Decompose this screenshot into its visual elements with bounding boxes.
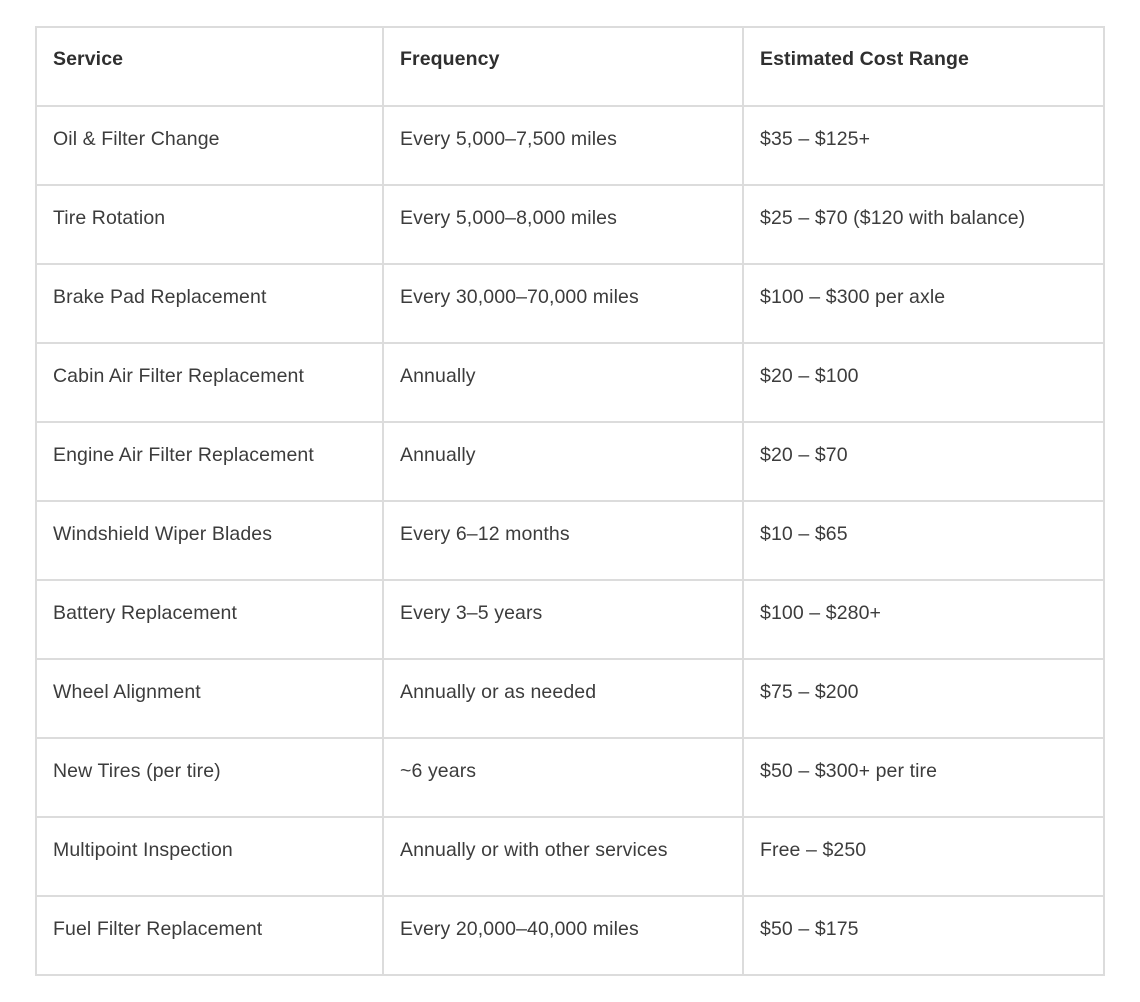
maintenance-cost-table-container [35, 26, 1103, 976]
header-estimated-cost-range: Estimated Cost Range [743, 27, 1104, 106]
cell-service: Tire Rotation [36, 185, 383, 264]
cell-frequency: Annually or with other services [383, 817, 743, 896]
cell-cost-range: $75 – $200 [743, 659, 1104, 738]
table-row [36, 185, 1104, 264]
cell-cost-range: $50 – $300+ per tire [743, 738, 1104, 817]
cell-frequency: ~6 years [383, 738, 743, 817]
table-row [36, 896, 1104, 975]
cell-frequency: Every 3–5 years [383, 580, 743, 659]
cell-cost-range: $25 – $70 ($120 with balance) [743, 185, 1104, 264]
cell-frequency: Every 30,000–70,000 miles [383, 264, 743, 343]
table-row [36, 738, 1104, 817]
cell-cost-range: $20 – $100 [743, 343, 1104, 422]
table-row [36, 659, 1104, 738]
table-row [36, 501, 1104, 580]
table-row [36, 264, 1104, 343]
cell-service: Battery Replacement [36, 580, 383, 659]
cell-frequency: Annually or as needed [383, 659, 743, 738]
table-row [36, 817, 1104, 896]
cell-cost-range: $50 – $175 [743, 896, 1104, 975]
cell-service: New Tires (per tire) [36, 738, 383, 817]
cell-frequency: Every 20,000–40,000 miles [383, 896, 743, 975]
cell-cost-range: $35 – $125+ [743, 106, 1104, 185]
cell-cost-range: $100 – $300 per axle [743, 264, 1104, 343]
table-header-row [36, 27, 1104, 106]
table-row [36, 422, 1104, 501]
cell-frequency: Every 5,000–7,500 miles [383, 106, 743, 185]
cell-cost-range: $10 – $65 [743, 501, 1104, 580]
table-row [36, 343, 1104, 422]
cell-frequency: Annually [383, 343, 743, 422]
table-row [36, 106, 1104, 185]
header-service: Service [36, 27, 383, 106]
cell-frequency: Every 5,000–8,000 miles [383, 185, 743, 264]
cell-service: Brake Pad Replacement [36, 264, 383, 343]
maintenance-cost-table [35, 26, 1105, 976]
cell-service: Fuel Filter Replacement [36, 896, 383, 975]
cell-cost-range: $20 – $70 [743, 422, 1104, 501]
cell-service: Oil & Filter Change [36, 106, 383, 185]
cell-service: Windshield Wiper Blades [36, 501, 383, 580]
cell-cost-range: Free – $250 [743, 817, 1104, 896]
cell-cost-range: $100 – $280+ [743, 580, 1104, 659]
cell-service: Wheel Alignment [36, 659, 383, 738]
table-row [36, 580, 1104, 659]
cell-service: Cabin Air Filter Replacement [36, 343, 383, 422]
header-frequency: Frequency [383, 27, 743, 106]
cell-frequency: Every 6–12 months [383, 501, 743, 580]
cell-frequency: Annually [383, 422, 743, 501]
cell-service: Multipoint Inspection [36, 817, 383, 896]
cell-service: Engine Air Filter Replacement [36, 422, 383, 501]
